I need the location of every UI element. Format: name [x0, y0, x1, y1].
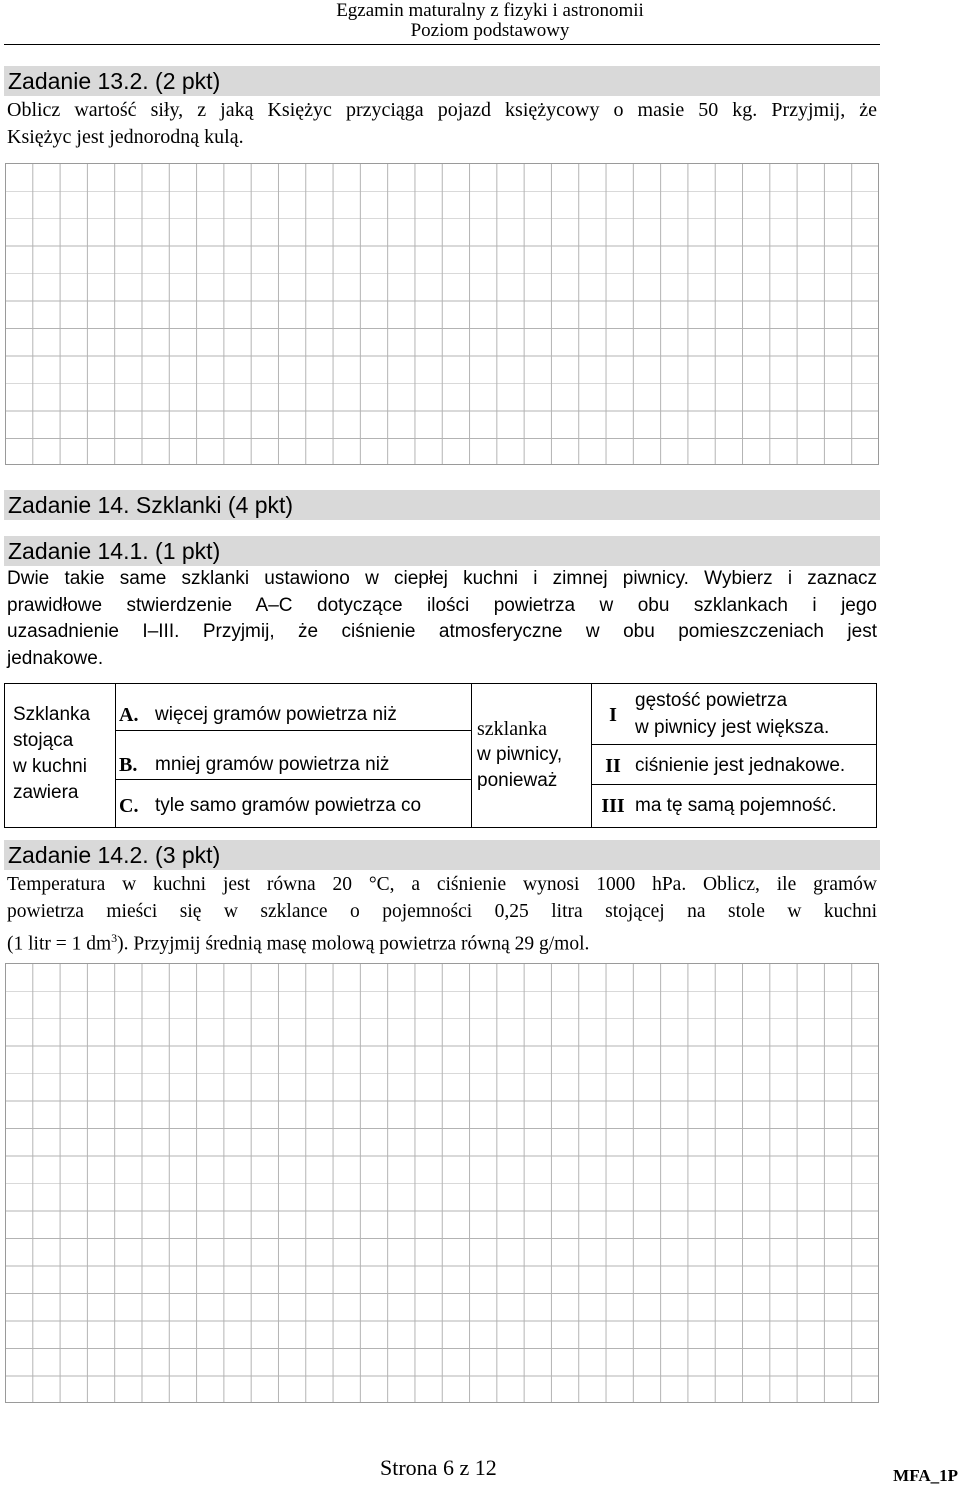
option-b-text[interactable]: mniej gramów powietrza niż	[155, 754, 390, 775]
reason-iii-numeral[interactable]: III	[601, 795, 625, 817]
subject-line-1: Szklanka	[13, 704, 91, 725]
task-14-2-line-3-b: ). Przyjmij średnią masę molową powietrza równą 29 g/mol.	[117, 933, 590, 955]
table-divider	[591, 784, 876, 785]
task-14-1-line-1: Dwie takie same szklanki ustawiono w ciepłej kuchni i zimnej piwnicy. Wybierz i zaznacz	[7, 568, 877, 589]
choice-table	[4, 683, 877, 828]
table-divider	[115, 779, 471, 780]
subject-line-3: w kuchni	[13, 756, 87, 777]
task-14-1-line-4: jednakowe.	[7, 647, 104, 669]
option-a-text[interactable]: więcej gramów powietrza niż	[155, 704, 397, 725]
task-14-heading: Zadanie 14. Szklanki (4 pkt)	[8, 492, 294, 518]
answer-grid-13-2[interactable]	[5, 163, 879, 465]
table-divider	[591, 684, 592, 827]
exam-level: Poziom podstawowy	[410, 20, 570, 41]
reason-ii-text[interactable]: ciśnienie jest jednakowe.	[635, 755, 846, 776]
table-divider	[115, 730, 471, 731]
exam-code: MFA_1P	[893, 1466, 958, 1485]
subject-line-4: zawiera	[13, 782, 79, 803]
table-divider	[591, 744, 876, 745]
reason-iii-text[interactable]: ma tę samą pojemność.	[635, 795, 837, 816]
subject-line-2: stojąca	[13, 730, 74, 751]
option-c-text[interactable]: tyle samo gramów powietrza co	[155, 795, 422, 816]
header-rule	[4, 44, 880, 45]
middle-line-3: ponieważ	[477, 770, 558, 791]
table-divider	[471, 684, 472, 827]
task-14-2-line-1: Temperatura w kuchni jest równa 20 °C, a ciśnienie wynosi 1000 hPa. Oblicz, ile gramów	[7, 874, 877, 895]
reason-i-line-2[interactable]: w piwnicy jest większa.	[635, 717, 830, 738]
task-14-heading-bar	[4, 490, 880, 520]
task-14-2-line-2: powietrza mieści się w szklance o pojemności 0,25 litra stojącej na stole w kuchni	[7, 901, 877, 922]
reason-ii-numeral[interactable]: II	[605, 755, 621, 777]
option-c-letter[interactable]: C.	[119, 795, 139, 817]
task-14-2-line-3-a: (1 litr = 1 dm	[7, 933, 112, 955]
middle-line-2: w piwnicy,	[477, 744, 563, 765]
exam-title: Egzamin maturalny z fizyki i astronomii	[336, 0, 644, 21]
task-13-2-heading: Zadanie 13.2. (2 pkt)	[8, 68, 221, 94]
task-14-2-heading: Zadanie 14.2. (3 pkt)	[8, 842, 221, 868]
reason-i-line-1[interactable]: gęstość powietrza	[635, 690, 788, 711]
task-14-1-line-2: prawidłowe stwierdzenie A–C dotyczące ilości powietrza w obu szklankach i jego	[7, 594, 877, 616]
task-13-2-line-1: Oblicz wartość siły, z jaką Księżyc przyciąga pojazd księżycowy o masie 50 kg. Przyjmij, że	[7, 99, 877, 121]
task-13-2-text	[7, 97, 877, 151]
page-number: Strona 6 z 12	[380, 1455, 497, 1480]
task-13-2-heading-bar	[4, 66, 880, 96]
task-14-1-heading-bar	[4, 536, 880, 566]
task-14-2-heading-bar	[4, 840, 880, 870]
option-a-letter[interactable]: A.	[119, 704, 139, 726]
task-14-1-line-3: uzasadnienie I–III. Przyjmij, że ciśnienie atmosferyczne w obu pomieszczeniach jest	[7, 621, 877, 642]
answer-grid-14-2[interactable]	[5, 963, 879, 1403]
superscript-3: 3	[111, 931, 118, 945]
middle-line-1: szklanka	[477, 718, 547, 740]
task-13-2-line-2: Księżyc jest jednorodną kulą.	[7, 126, 244, 148]
option-b-letter[interactable]: B.	[119, 754, 138, 776]
reason-i-numeral[interactable]: I	[609, 704, 617, 726]
task-14-2-line-3	[7, 925, 877, 958]
task-14-1-text	[7, 566, 877, 672]
table-divider	[115, 684, 116, 827]
task-14-1-heading: Zadanie 14.1. (1 pkt)	[8, 538, 221, 564]
task-14-2-text	[7, 871, 877, 958]
